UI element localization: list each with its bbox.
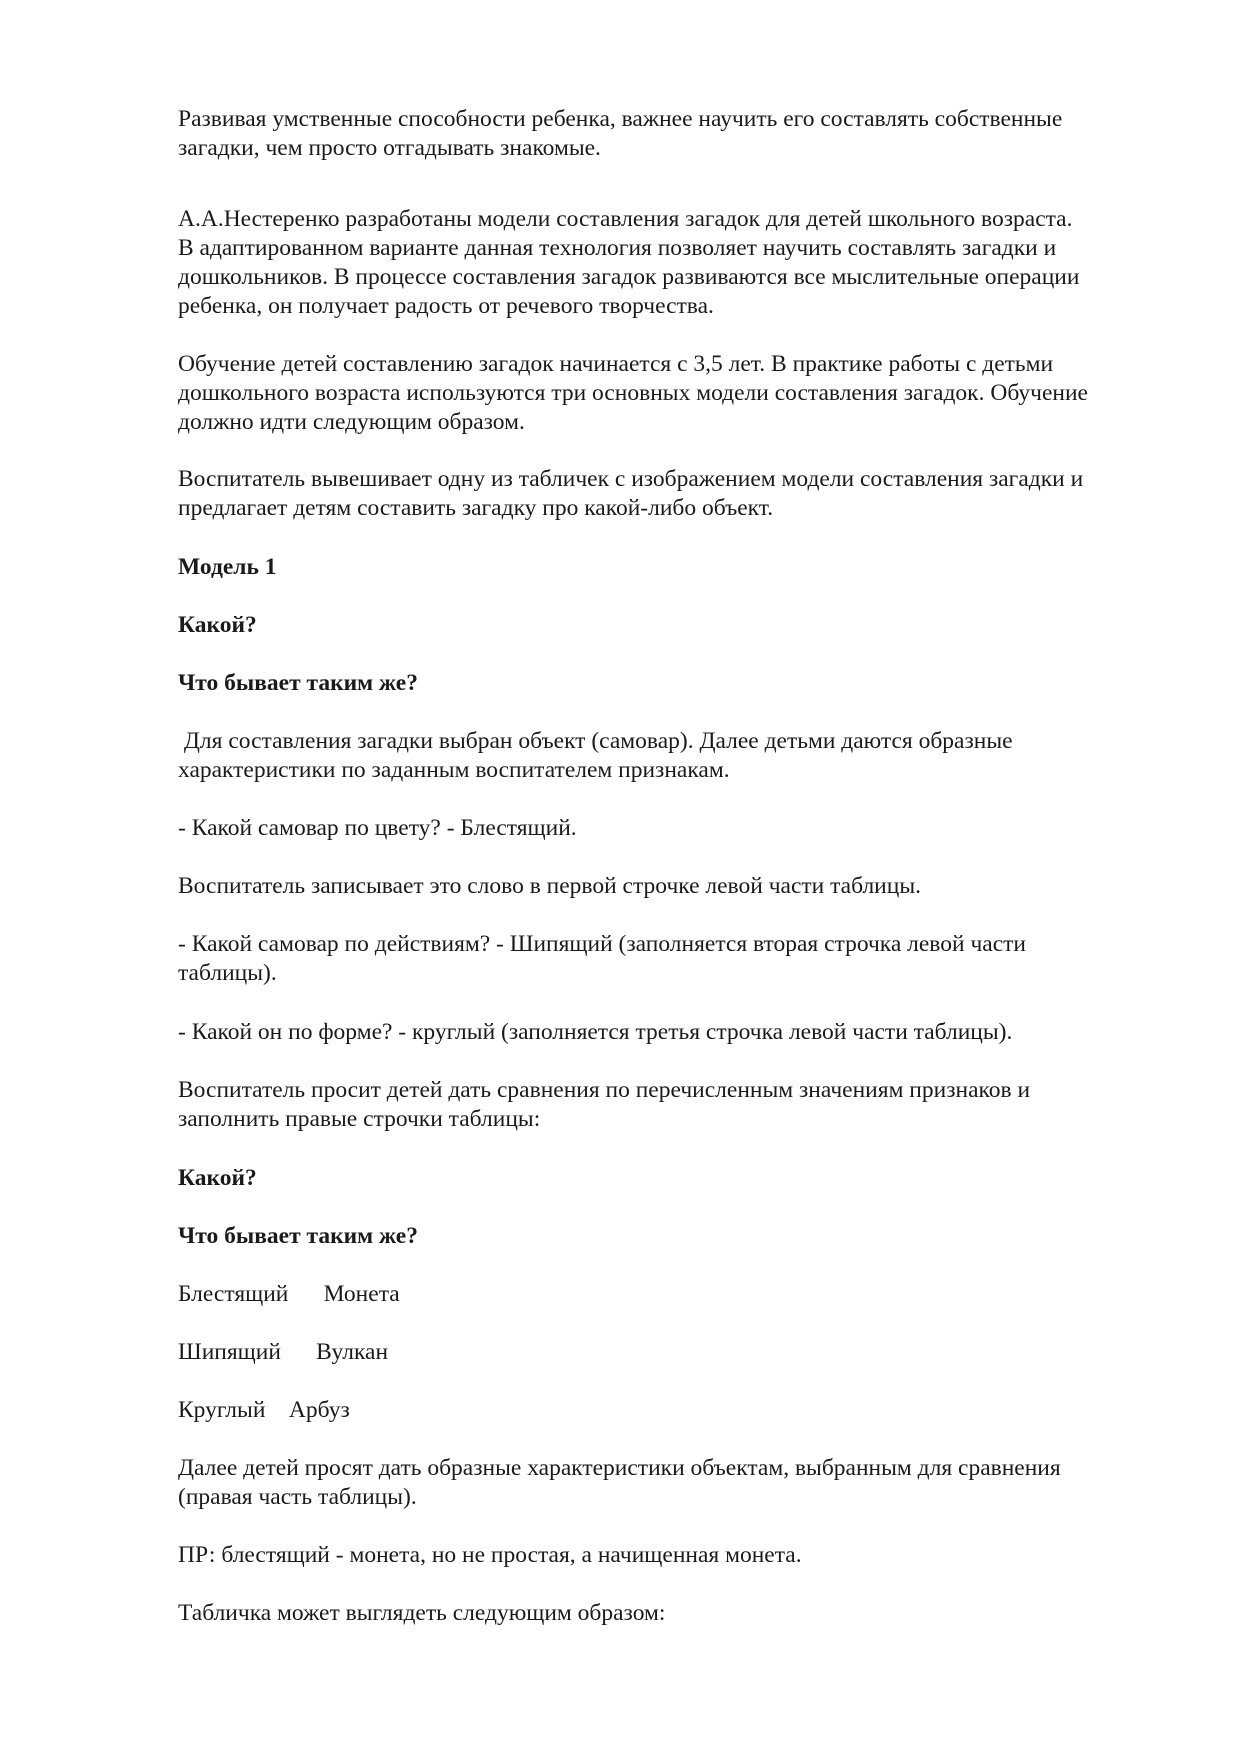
text-line: Воспитатель вывешивает одну из табличек с изображением модели составления загадки и [178,466,1084,492]
text-line: (правая часть таблицы). [178,1484,417,1510]
pair-right: Арбуз [288,1397,350,1423]
paragraph-teacher-writes: Воспитатель записывает это слово в первой строчке левой части таблицы. [178,873,921,899]
paragraph-teacher-table [178,465,1168,523]
text-line: предлагает детям составить загадку про какой-либо объект. [178,495,774,521]
pair-right: Вулкан [316,1339,389,1365]
pair-row [178,1338,1168,1367]
heading-what-is-same: Что бывает таким же? [178,670,418,696]
heading-model-1: Модель 1 [178,554,277,580]
pair-row [178,1396,1168,1425]
paragraph-question-shape: - Какой он по форме? - круглый (заполняется третья строчка левой части таблицы). [178,1019,1013,1045]
heading-kakoy: Какой? [178,612,257,638]
pair-left: Блестящий [178,1281,289,1307]
text-line: должно идти следующим образом. [178,409,525,435]
text-line: дошкольников. В процессе составления загадок развиваются все мыслительные операции [178,264,1080,290]
heading-what-is-same-2: Что бывает таким же? [178,1223,418,1249]
paragraph-question-action [178,930,1168,988]
paragraph-samovar-object [178,727,1168,785]
paragraph-example: ПР: блестящий - монета, но не простая, а начищенная монета. [178,1542,802,1568]
paragraph-table-look: Табличка может выглядеть следующим образом: [178,1600,666,1626]
pair-left: Круглый [178,1397,266,1423]
text-line: ребенка, он получает радость от речевого творчества. [178,293,714,319]
text-line: Развивая умственные способности ребенка, важнее научить его составлять собственные [178,106,1063,132]
text-line: - Какой самовар по действиям? - Шипящий (заполняется вторая строчка левой части [178,931,1026,957]
paragraph-figurative-characteristics [178,1454,1168,1512]
paragraph-question-color: - Какой самовар по цвету? - Блестящий. [178,815,577,841]
text-line: Для составления загадки выбран объект (самовар). Далее детьми даются образные [178,728,1013,754]
paragraph-training-start [178,350,1168,437]
paragraph-nesterenko [178,205,1168,321]
text-line: Обучение детей составлению загадок начинается с 3,5 лет. В практике работы с детьми [178,351,1054,377]
pair-row [178,1280,1168,1309]
paragraph-comparisons [178,1076,1168,1134]
text-line: загадки, чем просто отгадывать знакомые. [178,135,601,161]
text-line: В адаптированном варианте данная технология позволяет научить составлять загадки и [178,235,1057,261]
paragraph-intro [178,105,1168,163]
pair-left: Шипящий [178,1339,281,1365]
heading-kakoy-2: Какой? [178,1165,257,1191]
text-line: А.А.Нестеренко разработаны модели составления загадок для детей школьного возраста. [178,206,1073,232]
text-line: Далее детей просят дать образные характеристики объектам, выбранным для сравнения [178,1455,1061,1481]
text-line: заполнить правые строчки таблицы: [178,1106,541,1132]
text-line: Воспитатель просит детей дать сравнения по перечисленным значениям признаков и [178,1077,1031,1103]
text-line: характеристики по заданным воспитателем признакам. [178,757,730,783]
pair-right: Монета [323,1281,400,1307]
text-line: таблицы). [178,960,277,986]
text-line: дошкольного возраста используются три основных модели составления загадок. Обучение [178,380,1088,406]
